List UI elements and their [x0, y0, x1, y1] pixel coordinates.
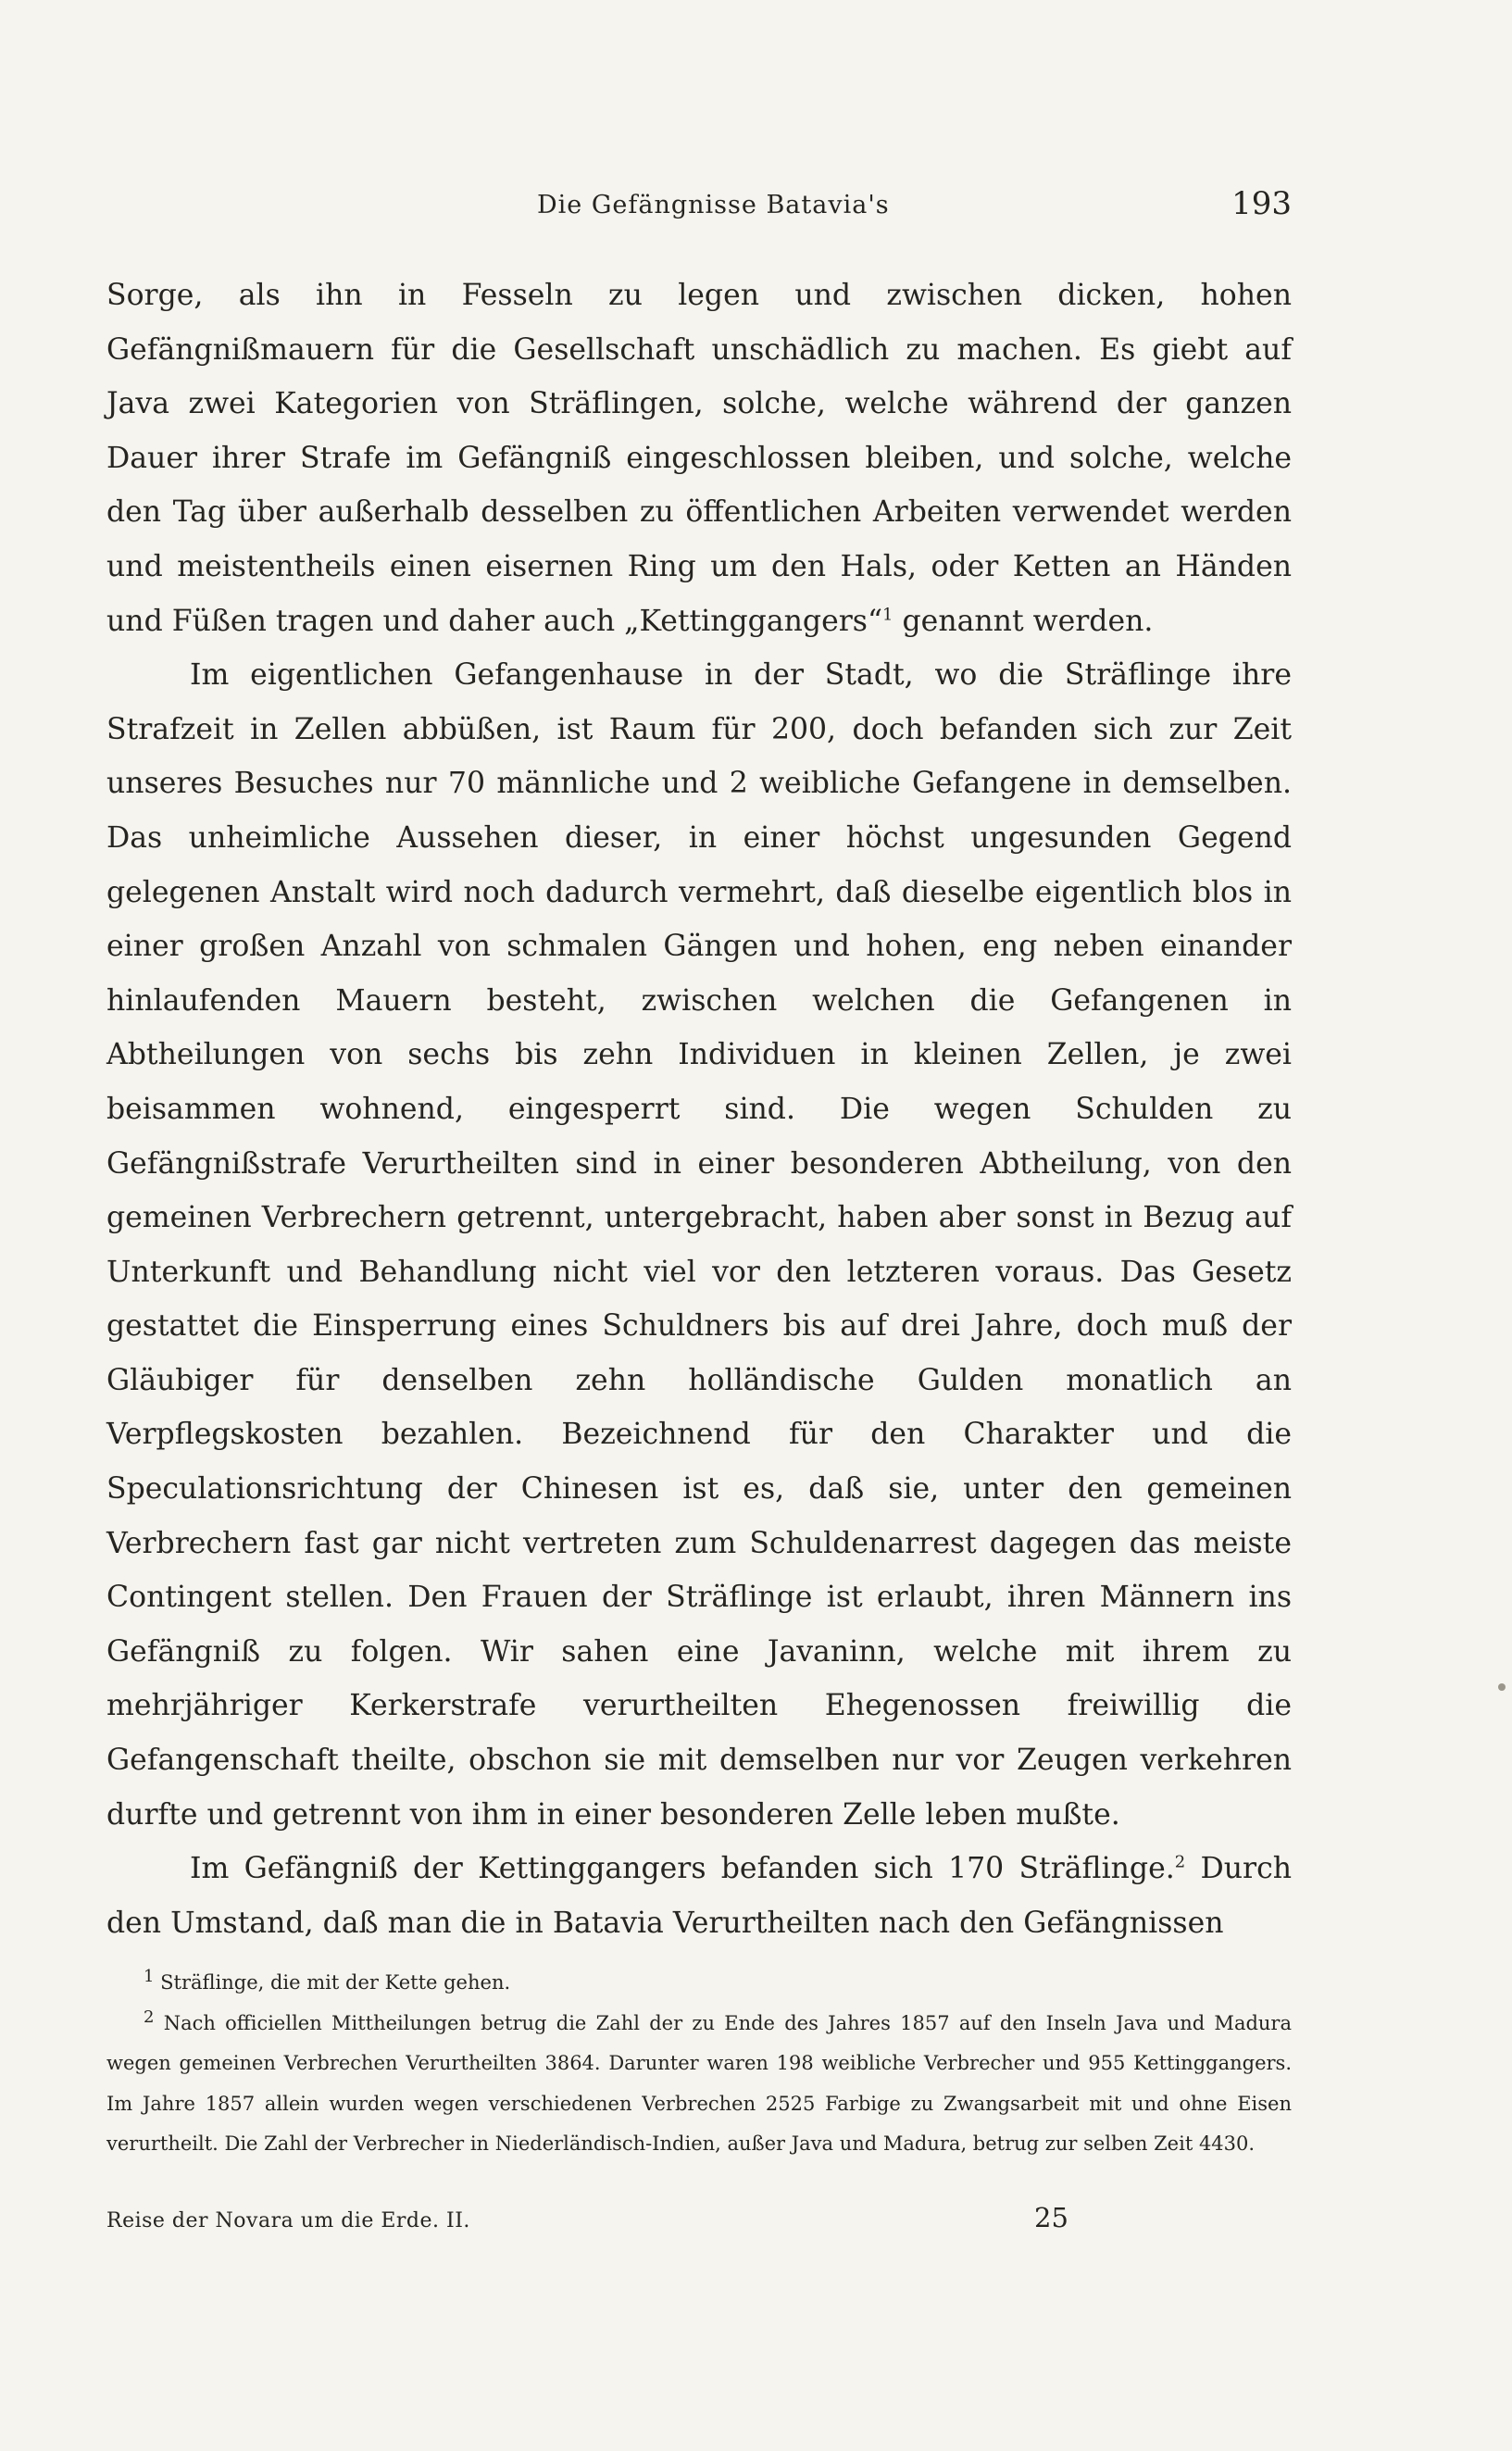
page-number: 193: [1231, 185, 1292, 222]
page-footer: [106, 2202, 1292, 2239]
footnote-mark: 2: [144, 2007, 155, 2027]
paragraph-text: Im Gefängniß der Kettinggangers befanden sich 170 Sträflinge.: [190, 1852, 1175, 1886]
paragraph-2: [106, 648, 1292, 1842]
footnote-reference: 2: [1174, 1852, 1186, 1872]
body-text: [106, 269, 1292, 1950]
footnotes: [106, 1963, 1292, 2165]
paper-speck: [1498, 1683, 1506, 1691]
footer-book-title: Reise der Novara um die Erde. II.: [106, 2209, 470, 2232]
signature-mark: 25: [1034, 2202, 1068, 2233]
running-title: Die Gefängnisse Batavia's: [537, 191, 890, 219]
footnote-text: Nach officiellen Mittheilungen betrug die Zahl der zu Ende des Jahres 1857 auf den Inseln Java und Madura wegen gemeinen Verbrechen Verurtheilten 3864. Darunter waren 198 weibliche Verbrecher und 955 Kettinggangers. Im Jahre 1857 allein wurden wegen verschiedenen Verbrechen 2525 Farbige zu Zwangsarbeit mit und ohne Eisen verurtheilt. Die Zahl der Verbrecher in Niederländisch-Indien, außer Java und Madura, betrug zur selben Zeit 4430.: [106, 2011, 1292, 2155]
footnote-2: [106, 2004, 1292, 2165]
paragraph-text: Im eigentlichen Gefangenhause in der Stadt, wo die Sträflinge ihre Strafzeit in Zellen abbüßen, ist Raum für 200, doch befanden sich zur Zeit unseres Besuches nur 70 männliche und 2 weibliche Gefangene in demselben. Das unheimliche Aussehen dieser, in einer höchst ungesunden Gegend gelegenen Anstalt wird noch dadurch vermehrt, daß dieselbe eigentlich blos in einer großen Anzahl von schmalen Gängen und hohen, eng neben einander hinlaufenden Mauern besteht, zwischen welchen die Gefangenen in Abtheilungen von sechs bis zehn Individuen in kleinen Zellen, je zwei beisammen wohnend, eingesperrt sind. Die wegen Schulden zu Gefängnißstrafe Verurtheilten sind in einer besonderen Abtheilung, von den gemeinen Verbrechern getrennt, untergebracht, haben aber sonst in Bezug auf Unterkunft und Behandlung nicht viel vor den letzteren voraus. Das Gesetz gestattet die Einsperrung eines Schuldners bis auf drei Jahre, doch muß der Gläubiger für denselben zehn holländische Gulden monatlich an Verpflegskosten bezahlen. Bezeichnend für den Charakter und die Speculationsrichtung der Chinesen ist es, daß sie, unter den gemeinen Verbrechern fast gar nicht vertreten zum Schuldenarrest dagegen das meiste Contingent stellen. Den Frauen der Sträflinge ist erlaubt, ihren Männern ins Gefängniß zu folgen. Wir sahen eine Javaninn, welche mit ihrem zu mehrjähriger Kerkerstrafe verurtheilten Ehegenossen freiwillig die Gefangenschaft theilte, obschon sie mit demselben nur vor Zeugen verkehren durfte und getrennt von ihm in einer besonderen Zelle leben mußte.: [106, 658, 1292, 1832]
paragraph-text: Sorge, als ihn in Fesseln zu legen und zwischen dicken, hohen Gefängnißmauern für die Gesellschaft unschädlich zu machen. Es giebt auf Java zwei Kategorien von Sträflingen, solche, welche während der ganzen Dauer ihrer Strafe im Gefängniß eingeschlossen bleiben, und solche, welche den Tag über außerhalb desselben zu öffentlichen Arbeiten verwendet werden und meistentheils einen eisernen Ring um den Hals, oder Ketten an Händen und Füßen tragen und daher auch „Kettinggangers“: [106, 279, 1292, 638]
footnote-text: Sträflinge, die mit der Kette gehen.: [160, 1971, 511, 1994]
paragraph-1: [106, 269, 1292, 648]
footnote-1: [106, 1963, 1292, 2004]
paragraph-text-continued: Durch den Umstand, daß man die in Batavia Verurtheilten nach den Gefängnissen: [106, 1852, 1292, 1940]
footnote-mark: 1: [144, 1967, 155, 1986]
running-head: [106, 185, 1292, 231]
paragraph-3: [106, 1842, 1292, 1950]
paragraph-text-continued: genannt werden.: [893, 604, 1154, 638]
footnote-reference: 1: [882, 605, 893, 625]
